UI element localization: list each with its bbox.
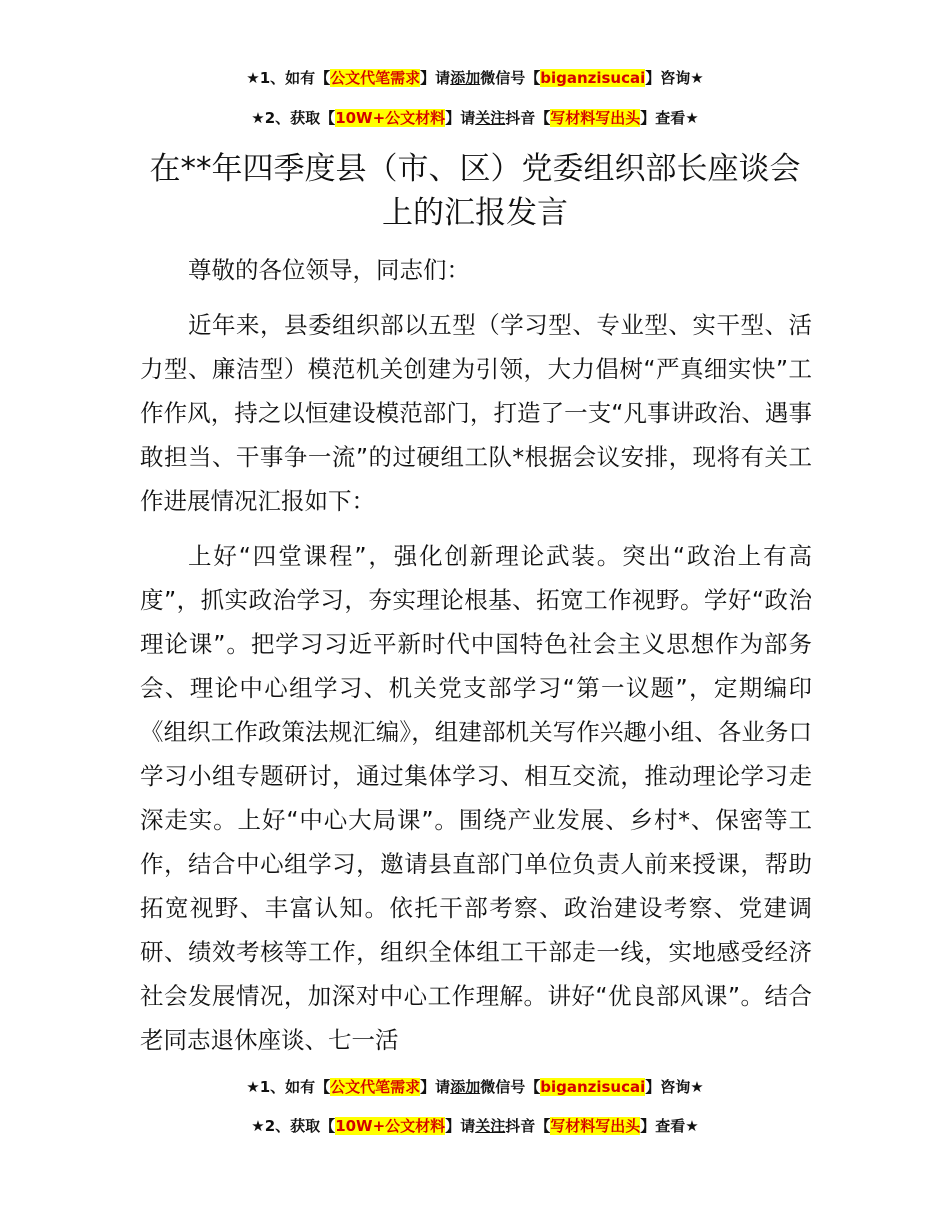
emphasis-text: 添加 [450,1078,481,1096]
banner-text: 】咨询★ [645,1078,704,1096]
salutation: 尊敬的各位领导，同志们： [188,256,470,284]
emphasis-text: 关注 [475,1117,506,1135]
emphasis-text: 关注 [475,109,506,127]
paragraph-study: 上好“四堂课程”，强化创新理论武装。突出“政治上有高度”，抓实政治学习，夯实理论根基、拓宽工作视野。学好“政治理论课”。把学习习近平新时代中国特色社会主义思想作为部务会、理论中心组学习、机关党支部学习“第一议题”，定期编印《组织工作政策法规汇编》，组建部机关写作兴趣小组、各业务口学习小组专题研讨，通过集体学习、相互交流，推动理论学习走深走实。上好“中心大局课”。围绕产业发展、乡村*、保密等工作，结合中心组学习，邀请县直部门单位负责人前来授课，帮助拓宽视野、丰富认知。依托干部考察、政治建设考察、党建调研、绩效考核等工作，组织全体组工干部走一线，实地感受经济社会发展情况，加深对中心工作理解。讲好“优良部风课”。结合老同志退休座谈、七一活 [140,542,812,1054]
banner-text: ★2、获取【 [251,109,336,127]
document-body [140,248,812,1073]
promo-banner-top-line2 [0,108,950,128]
highlight-text: 公文代笔需求 [330,69,421,87]
emphasis-text: 添加 [450,69,481,87]
promo-banner-bottom-line2 [0,1116,950,1136]
promo-banner-bottom-line1 [0,1077,950,1097]
banner-text: ★1、如有【 [246,1078,331,1096]
banner-text: 】咨询★ [645,69,704,87]
highlight-text: 10W+公文材料 [335,1117,446,1135]
highlight-text: 10W+公文材料 [335,109,446,127]
banner-text: 】请 [420,1078,451,1096]
highlight-text: 公文代笔需求 [330,1078,421,1096]
banner-text: 抖音【 [505,109,551,127]
banner-text: 】请 [420,69,451,87]
banner-text: 】请 [445,109,476,127]
wechat-id: biganzisucai [540,1078,646,1096]
banner-text: ★2、获取【 [251,1117,336,1135]
paragraph-intro: 近年来，县委组织部以五型（学习型、专业型、实干型、活力型、廉洁型）模范机关创建为引领，大力倡树“严真细实快”工作作风，持之以恒建设模范部门，打造了一支“凡事讲政治、遇事敢担当、干事争一流”的过硬组工队*根据会议安排，现将有关工作进展情况汇报如下： [140,311,812,515]
douyin-id: 写材料写出头 [550,109,641,127]
douyin-id: 写材料写出头 [550,1117,641,1135]
banner-text: ★1、如有【 [246,69,331,87]
banner-text: 】请 [445,1117,476,1135]
banner-text: 抖音【 [505,1117,551,1135]
banner-text: 微信号【 [480,69,541,87]
banner-text: 】查看★ [640,109,699,127]
wechat-id: biganzisucai [540,69,646,87]
banner-text: 】查看★ [640,1117,699,1135]
promo-banner-top-line1 [0,68,950,88]
document-title: 在**年四季度县（市、区）党委组织部长座谈会上的汇报发言 [149,151,801,231]
banner-text: 微信号【 [480,1078,541,1096]
